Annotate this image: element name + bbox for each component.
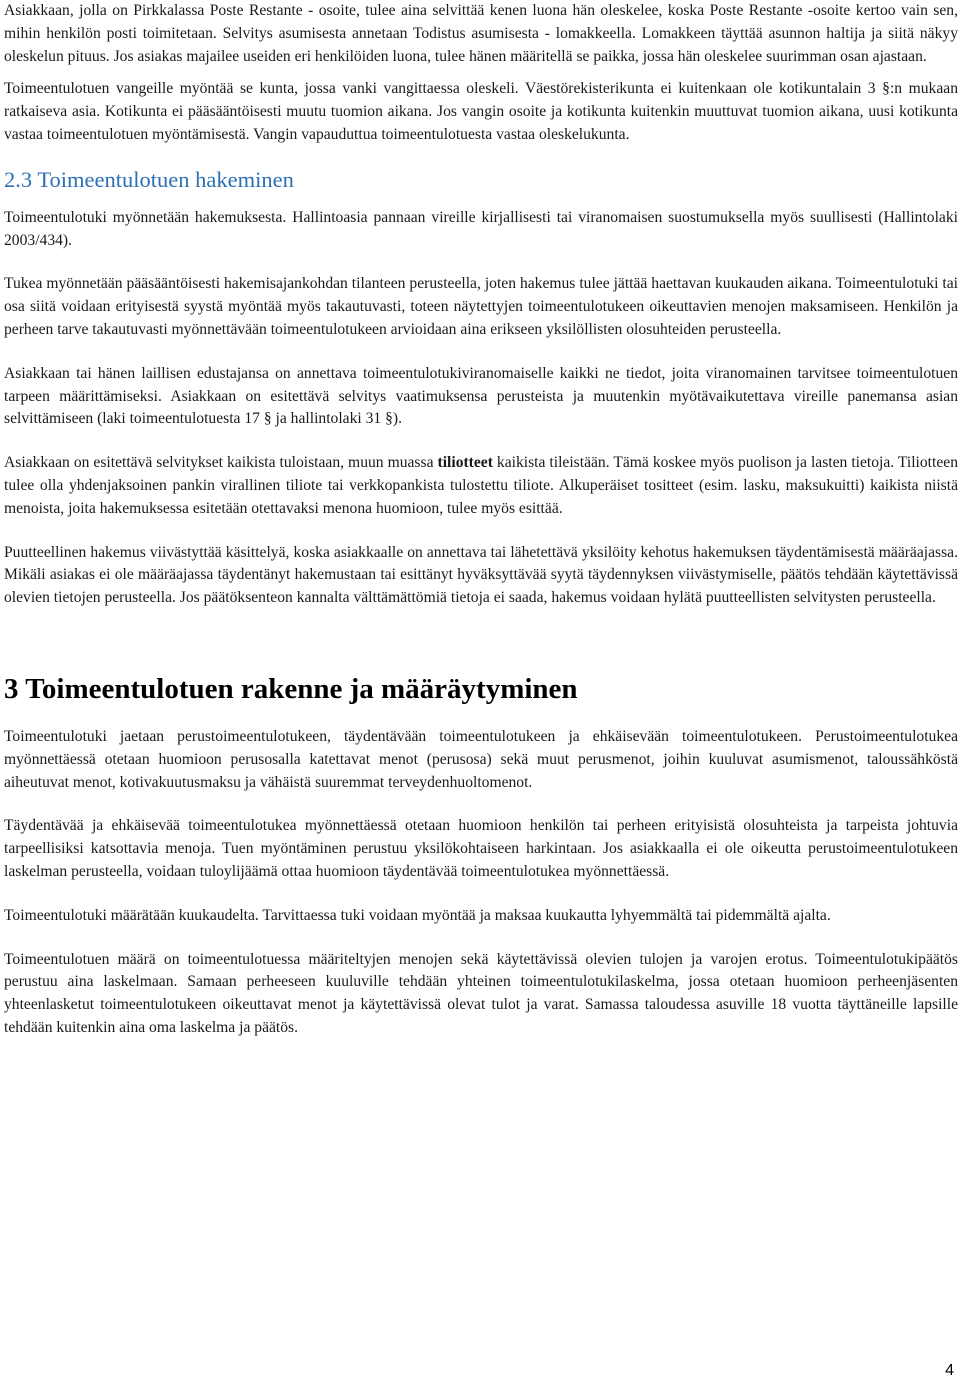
paragraph-application: Toimeentulotuki myönnetään hakemuksesta. Hallintoasia pannaan vireille kirjallisesti tai viranomaisen suostumuksella myös suullisesti (Hallintolaki 2003/434). [4, 208, 958, 249]
bank-statements-text-start: Asiakkaan on esitettävä selvitykset kaikista tuloistaan, muun muassa [4, 454, 438, 472]
paragraph-structure: Toimeentulotuki jaetaan perustoimeentulotukeen, täydentävään toimeentulotukeen ja ehkäisevään toimeentulotukeen. Perustoimeentulotukea myönnettäessä otetaan huomioon perusosalla katettavat menot (perusosa) sekä muut perusmenot, joihin kuuluvat asumismenot, taloussähköstä aiheutuvat menot, kotivakuutusmaksu ja vähäistä suuremmat terveydenhuoltomenot. [4, 727, 958, 791]
bank-statements-text-end: kaikista tileistään. Tämä koskee myös puolison ja lasten tietoja. Tiliotteen tulee olla yhdenjaksoinen pankin virallinen tiliote tai verkkopankista tulostettu tiliote. Alkuperäiset tositteet (esim. lasku, maksukuitti) kaikista niistä menoista, joita hakemuksessa esitetään otettavaksi menona huomioon, tulee myös esittää. [4, 454, 958, 517]
document-page [4, 0, 958, 1061]
page-number: 4 [945, 1362, 954, 1379]
paragraph-incomplete-application: Puutteellinen hakemus viivästyttää käsittelyä, koska asiakkaalle on annettava tai lähetettävä yksilöity kehotus hakemuksen täydentämisestä määräajassa. Mikäli asiakas ei ole määräajassa täydentänyt hakemustaan tai esittänyt hyväksyttävää syytä täydennyksen viivästymiselle, päätös tehdään käytettävissä olevien tietojen perusteella. Jos päätöksenteon kannalta välttämättömiä tietoja ei saada, hakemus voidaan hylätä puutteellisten selvitysten perusteella. [4, 543, 958, 607]
paragraph-poste-restante: Asiakkaan, jolla on Pirkkalassa Poste Restante - osoite, tulee aina selvittää kenen luona hän oleskelee, koska Poste Restante -osoite kertoo vain sen, mihin henkilön posti toimitetaan. Selvitys asumisesta annetaan Todistus asumisesta - lomakkeella. Lomakkeen täyttää asunnon haltija ja siitä näkyy oleskelun pituus. Jos asiakas majailee useiden eri henkilöiden luona, tulee hänen määritellä se paikka, jossa hän oleskelee suurimman osan ajastaan. [4, 2, 958, 65]
paragraph-timing: Tukea myönnetään pääsääntöisesti hakemisajankohdan tilanteen perusteella, joten hakemus tulee jättää haettavan kuukauden aikana. Toimeentulotuki tai osa siitä voidaan erityisestä syystä myöntää myös takautuvasti, toteen näytettyjen toimeentulotukeen oikeuttavien menojen maksamiseen. Henkilön ja perheen tarve takautuvasti myönnettävään toimeentulotukeen arvioidaan aina erikseen yksilöllisten olosuhteiden perusteella. [4, 275, 958, 338]
paragraph-bank-statements [4, 452, 958, 520]
paragraph-calculation: Toimeentulotuen määrä on toimeentulotuessa määriteltyjen menojen sekä käytettävissä olevien tulojen ja varojen erotus. Toimeentulotukipäätös perustuu aina laskelmaan. Samaan perheeseen kuuluville tehdään yhteinen toimeentulotukilaskelma, jossa otetaan huomioon perheenjäsenten yhteenlasketut toimeentulotukeen oikeuttavat menot ja käytettävissä olevat tulot ja varat. Samassa taloudessa asuville 18 vuotta täyttäneille lapsille tehdään kuitenkin aina oma laskelma ja päätös. [4, 950, 958, 1036]
paragraph-supplementary: Täydentävää ja ehkäisevää toimeentulotukea myönnettäessä otetaan huomioon henkilön tai perheen erityisistä olosuhteista ja tarpeista johtuvia tarpeellisiksi katsottavia menoja. Tuen myöntäminen perustuu yksilökohtaiseen harkintaan. Jos asiakkaalla ei ole oikeutta perustoimeentulotukeen laskelman perusteella, voidaan tuloylijäämä ottaa huomioon täydentävää toimeentulotukea myönnettäessä. [4, 817, 958, 880]
section-heading-2-3: 2.3 Toimeentulotuen hakeminen [4, 166, 294, 192]
paragraph-prisoners: Toimeentulotuen vangeille myöntää se kunta, jossa vanki vangittaessa oleskeli. Väestörekisterikunta ei kuitenkaan ole kotikuntalain 3 §:n mukaan ratkaiseva asia. Kotikunta ei pääsääntöisesti muutu tuomion aikana. Jos vangin osoite ja kotikunta kuitenkin muuttuvat tuomion aikana, uusi kotikunta vastaa toimeentulotuen myöntämisestä. Vangin vapauduttua toimeentulotuesta vastaa oleskelukunta. [4, 80, 958, 143]
paragraph-monthly: Toimeentulotuki määrätään kuukaudelta. Tarvittaessa tuki voidaan myöntää ja maksaa kuukautta lyhyemmältä tai pidemmältä ajalta. [4, 906, 831, 924]
bank-statements-emphasis: tiliotteet [437, 454, 493, 472]
section-heading-3: 3 Toimeentulotuen rakenne ja määräytyminen [4, 672, 578, 705]
paragraph-information: Asiakkaan tai hänen laillisen edustajansa on annettava toimeentulotukiviranomaiselle kaikki ne tiedot, joita viranomainen tarvitsee toimeentulotuen tarpeen määrittämiseksi. Asiakkaan on esitettävä selvitys vaatimuksensa perusteista ja muutenkin myötävaikutettava vireille panemansa asian selvittämiseen (laki toimeentulotuesta 17 § ja hallintolaki 31 §). [4, 364, 958, 428]
